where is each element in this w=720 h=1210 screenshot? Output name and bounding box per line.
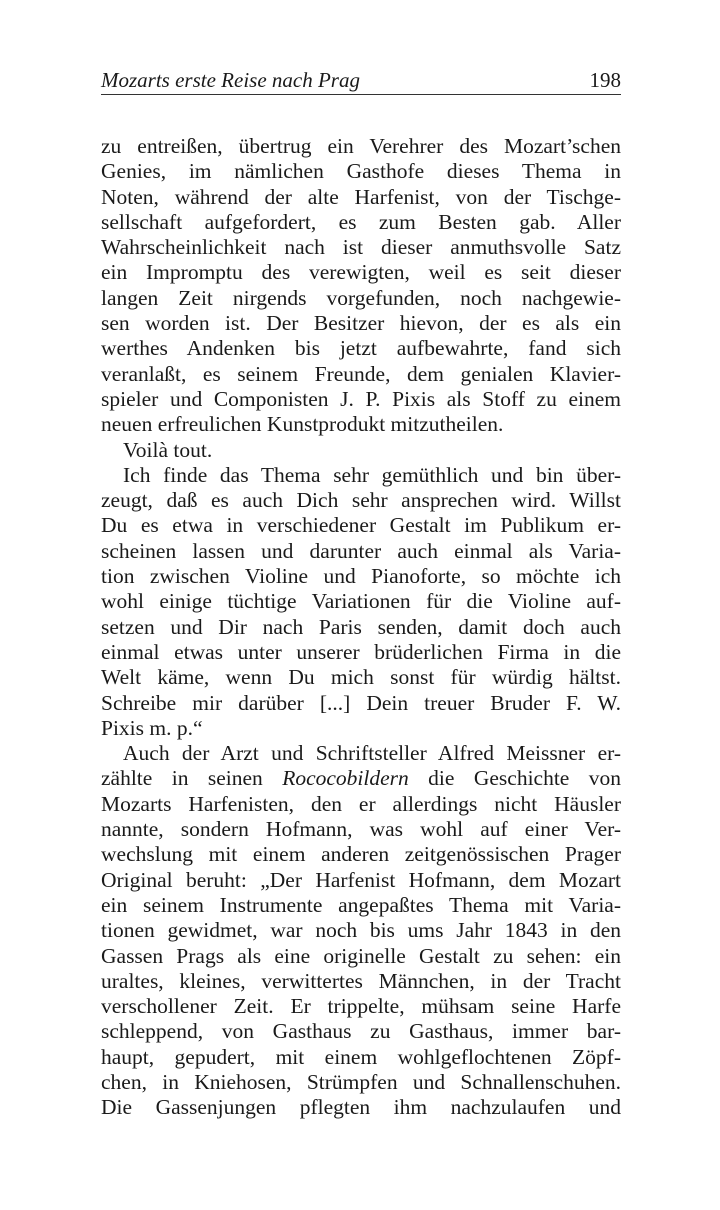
- text-line: Die Gassenjungen pflegten ihm nachzulaufen und: [101, 1095, 621, 1120]
- text-line: Wahrscheinlichkeit nach ist dieser anmuthsvolle Satz: [101, 235, 621, 260]
- text-line: zeugt, daß es auch Dich sehr ansprechen wird. Willst: [101, 488, 621, 513]
- text-line: werthes Andenken bis jetzt aufbewahrte, fand sich: [101, 336, 621, 361]
- text-line: wohl einige tüchtige Variationen für die Violine auf-: [101, 589, 621, 614]
- text-line: wechslung mit einem anderen zeitgenössischen Prager: [101, 842, 621, 867]
- page-number: 198: [589, 68, 621, 92]
- text-line: veranlaßt, es seinem Freunde, dem genialen Klavier-: [101, 361, 621, 386]
- text-line: ein Impromptu des verewigten, weil es seit dieser: [101, 260, 621, 285]
- text-line: einmal etwas unter unserer brüderlichen Firma in die: [101, 639, 621, 664]
- paragraph-start: Voilà tout.: [123, 437, 213, 462]
- text-line: ein seinem Instrumente angepaßtes Thema mit Varia-: [101, 892, 621, 917]
- body-text: [101, 134, 621, 1121]
- text-segment: zählte in seinen: [101, 766, 283, 791]
- text-segment: die Geschichte von: [408, 766, 621, 791]
- text-line: sen worden ist. Der Besitzer hievon, der es als ein: [101, 311, 621, 336]
- paragraph-start: Auch der Arzt und Schriftsteller Alfred Meissner er-: [123, 741, 621, 766]
- text-line: Welt käme, wenn Du mich sonst für würdig hältst.: [101, 665, 621, 690]
- text-line: zu entreißen, übertrug ein Verehrer des Mozart’schen: [101, 134, 621, 158]
- text-line: tionen gewidmet, war noch bis ums Jahr 1843 in den: [101, 918, 621, 943]
- text-line: verschollener Zeit. Er trippelte, mühsam seine Harfe: [101, 994, 621, 1019]
- book-title-rococobildern: Rococobildern: [282, 766, 409, 791]
- text-line: Genies, im nämlichen Gasthofe dieses Thema in: [101, 159, 621, 184]
- text-line: neuen erfreulichen Kunstprodukt mitzutheilen.: [101, 412, 504, 437]
- text-line: Du es etwa in verschiedener Gestalt im Publikum er-: [101, 513, 621, 538]
- text-line: Noten, während der alte Harfenist, von der Tischge-: [101, 184, 621, 209]
- text-line: langen Zeit nirgends vorgefunden, noch nachgewie-: [101, 285, 621, 310]
- text-line: Schreibe mir darüber [...] Dein treuer Bruder F. W.: [101, 690, 621, 715]
- text-line: Gassen Prags als eine originelle Gestalt zu sehen: ein: [101, 943, 621, 968]
- text-line: schleppend, von Gasthaus zu Gasthaus, immer bar-: [101, 1019, 621, 1044]
- text-line: haupt, gepudert, mit einem wohlgeflochtenen Zöpf-: [101, 1044, 621, 1069]
- text-line: Mozarts Harfenisten, den er allerdings nicht Häusler: [101, 791, 621, 816]
- text-line: Pixis m. p.“: [101, 715, 203, 740]
- paragraph-start: Ich finde das Thema sehr gemüthlich und bin über-: [123, 462, 621, 487]
- text-line: tion zwischen Violine und Pianoforte, so möchte ich: [101, 564, 621, 589]
- running-title: Mozarts erste Reise nach Prag: [101, 68, 360, 92]
- text-line: uraltes, kleines, verwittertes Männchen, in der Tracht: [101, 968, 621, 993]
- text-line: nannte, sondern Hofmann, was wohl auf einer Ver-: [101, 817, 621, 842]
- running-head: [101, 64, 621, 95]
- text-line: spieler und Componisten J. P. Pixis als Stoff zu einem: [101, 386, 621, 411]
- text-line: setzen und Dir nach Paris senden, damit doch auch: [101, 614, 621, 639]
- text-line: chen, in Kniehosen, Strümpfen und Schnallenschuhen.: [101, 1069, 621, 1094]
- text-line-with-title: [101, 766, 621, 791]
- text-line: Original beruht: „Der Harfenist Hofmann, dem Mozart: [101, 867, 621, 892]
- text-line: scheinen lassen und darunter auch einmal als Varia-: [101, 538, 621, 563]
- text-line: sellschaft aufgefordert, es zum Besten gab. Aller: [101, 209, 621, 234]
